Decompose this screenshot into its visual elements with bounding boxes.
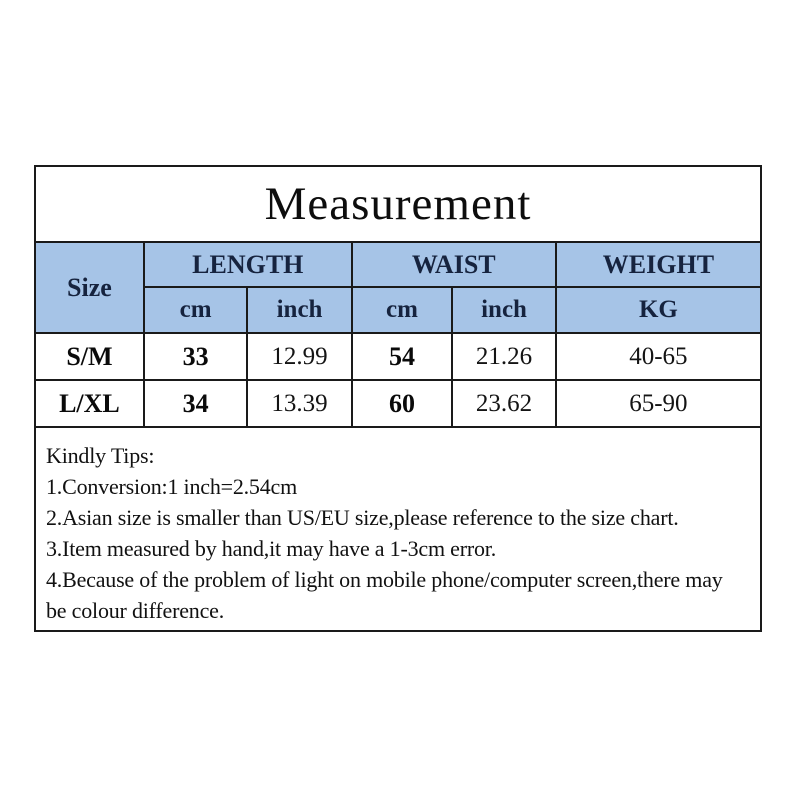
col-group-weight: WEIGHT — [556, 243, 760, 287]
cell-weight-kg: 65-90 — [556, 380, 760, 427]
tip-item-1: 1.Conversion:1 inch=2.54cm — [46, 474, 298, 499]
measurement-table — [36, 243, 760, 428]
cell-waist-inch: 21.26 — [452, 333, 556, 380]
cell-length-inch: 12.99 — [247, 333, 351, 380]
tips-heading: Kindly Tips: — [46, 443, 155, 468]
header-row-groups — [36, 243, 760, 287]
cell-waist-cm: 60 — [352, 380, 453, 427]
subheader-weight-kg: KG — [556, 287, 760, 333]
chart-title: Measurement — [264, 178, 532, 230]
cell-length-inch: 13.39 — [247, 380, 351, 427]
subheader-length-cm: cm — [144, 287, 248, 333]
kindly-tips-section — [36, 428, 760, 630]
col-header-size: Size — [36, 243, 144, 333]
cell-size: L/XL — [36, 380, 144, 427]
header-row-units — [36, 287, 760, 333]
cell-waist-inch: 23.62 — [452, 380, 556, 427]
subheader-length-inch: inch — [247, 287, 351, 333]
measurement-card — [34, 165, 762, 632]
table-row-sm — [36, 333, 760, 380]
tip-item-4: 4.Because of the problem of light on mobile phone/computer screen,there may be colour difference. — [46, 567, 734, 623]
title-band — [36, 167, 760, 243]
cell-size: S/M — [36, 333, 144, 380]
subheader-waist-inch: inch — [452, 287, 556, 333]
table-row-lxl — [36, 380, 760, 427]
cell-weight-kg: 40-65 — [556, 333, 760, 380]
tip-item-2: 2.Asian size is smaller than US/EU size,please reference to the size chart. — [46, 505, 679, 530]
subheader-waist-cm: cm — [352, 287, 453, 333]
cell-length-cm: 34 — [144, 380, 248, 427]
col-group-length: LENGTH — [144, 243, 352, 287]
cell-waist-cm: 54 — [352, 333, 453, 380]
col-group-waist: WAIST — [352, 243, 556, 287]
cell-length-cm: 33 — [144, 333, 248, 380]
tip-item-3: 3.Item measured by hand,it may have a 1-3cm error. — [46, 536, 497, 561]
